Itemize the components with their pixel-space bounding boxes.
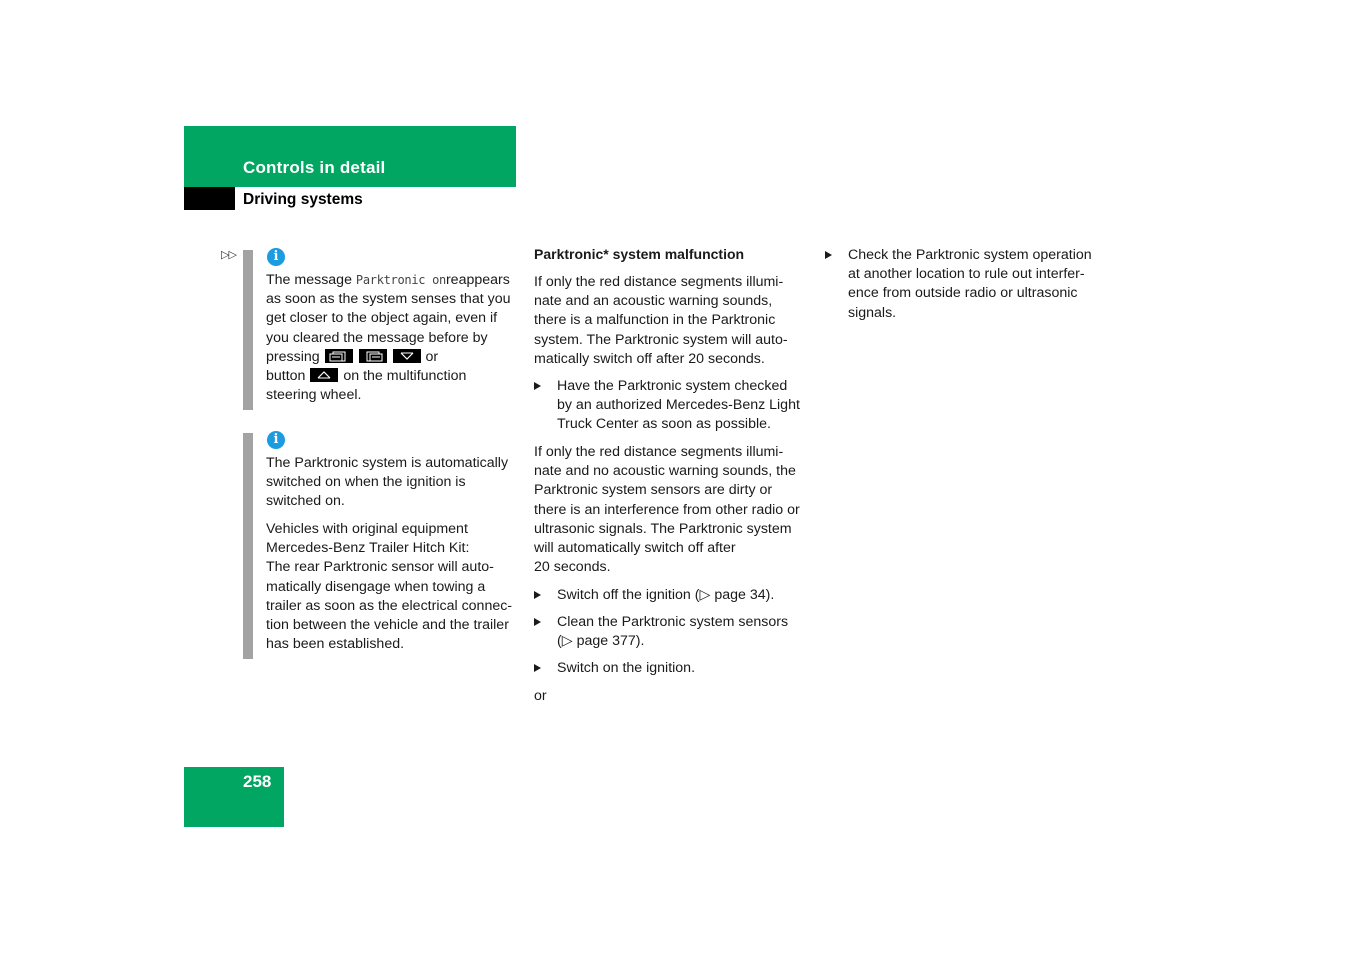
info-icon: i [267, 431, 285, 449]
note-line: as soon as the system senses that you [266, 291, 511, 308]
text-line: matically switch off after 20 seconds. [534, 350, 765, 367]
bullet-item [534, 586, 809, 606]
note-text: on the multifunction [343, 368, 467, 385]
bullet-text [848, 246, 1092, 323]
note-line: The Parktronic system is automatically [266, 455, 509, 471]
continuation-mark: ▷▷ [221, 249, 236, 261]
page-number: 258 [243, 772, 272, 791]
section-title: Controls in detail [243, 158, 386, 177]
note-text: reappears [445, 272, 510, 288]
bullet-triangle-icon [534, 618, 541, 626]
note-line [266, 367, 522, 386]
note-info-1 [266, 271, 522, 405]
display-message-code: Parktronic on [355, 273, 446, 287]
note-text: The message [266, 272, 352, 288]
text-line: (▷ page 377). [557, 633, 645, 650]
note-bar [243, 250, 253, 410]
or-text: or [534, 688, 547, 704]
text-line: Parktronic system sensors are dirty or [534, 482, 773, 499]
note-line [266, 271, 522, 290]
text-line: signals. [848, 304, 897, 321]
bullet-triangle-icon [534, 664, 541, 672]
bullet-item [534, 613, 809, 653]
note-line [266, 348, 522, 367]
note-text: button [266, 368, 306, 385]
note-line: get closer to the object again, even if [266, 310, 498, 327]
subsection-title: Driving systems [243, 191, 363, 208]
header-tab-marker [184, 187, 235, 210]
text-line: by an authorized Mercedes-Benz Light [557, 397, 800, 414]
text-line: ence from outside radio or ultrasonic [848, 285, 1078, 302]
text-line: If only the red distance segments illumi- [534, 444, 784, 460]
text-line: Clean the Parktronic system sensors [557, 614, 789, 630]
text-line: Have the Parktronic system checked [557, 378, 788, 394]
note-line: matically disengage when towing a [266, 578, 486, 595]
bullet-text: Switch on the ignition. [557, 660, 696, 676]
scroll-up-icon [310, 368, 338, 382]
note-text: or [425, 348, 439, 365]
note-paragraph [266, 520, 522, 654]
text-line: there is a malfunction in the Parktronic [534, 312, 776, 329]
bullet-text [557, 377, 800, 435]
text-line: Check the Parktronic system operation [848, 247, 1092, 263]
note-line: The rear Parktronic sensor will auto- [266, 559, 494, 576]
text-line: system. The Parktronic system will auto- [534, 331, 788, 348]
bullet-triangle-icon [825, 251, 832, 259]
note-line: Mercedes-Benz Trailer Hitch Kit: [266, 540, 470, 557]
bullet-item [534, 659, 809, 679]
text-line: 20 seconds. [534, 559, 611, 576]
heading-malfunction: Parktronic* system malfunction [534, 246, 745, 262]
text-line: nate and no acoustic warning sounds, the [534, 463, 796, 480]
display-page-forward-icon [359, 349, 387, 363]
text-line: at another location to rule out interfer- [848, 266, 1085, 283]
bullet-triangle-icon [534, 382, 541, 390]
bullet-item [825, 246, 1110, 326]
bullet-item [534, 377, 809, 437]
note-info-2 [266, 454, 522, 512]
note-line: switched on. [266, 493, 345, 510]
text-line: nate and an acoustic warning sounds, [534, 293, 773, 310]
text-line: ultrasonic signals. The Parktronic system [534, 520, 792, 537]
note-text: pressing [266, 348, 320, 365]
bullet-text: Switch off the ignition (▷ page 34). [557, 587, 775, 603]
note-line: steering wheel. [266, 387, 362, 404]
text-line: there is an interference from other radio or [534, 501, 800, 518]
note-line: tion between the vehicle and the trailer [266, 617, 509, 634]
bullet-triangle-icon [534, 591, 541, 599]
display-page-back-icon [325, 349, 353, 363]
text-line: If only the red distance segments illumi- [534, 274, 784, 290]
text-line: will automatically switch off after [534, 540, 736, 557]
scroll-down-icon [393, 349, 421, 363]
info-icon: i [267, 248, 285, 266]
text-line: Truck Center as soon as possible. [557, 416, 771, 433]
paragraph [534, 443, 809, 577]
note-line: trailer as soon as the electrical connec- [266, 597, 513, 614]
note-bar [243, 433, 253, 659]
note-line: Vehicles with original equipment [266, 521, 468, 537]
note-line: switched on when the ignition is [266, 474, 466, 491]
note-line: has been established. [266, 636, 405, 653]
note-line: you cleared the message before by [266, 329, 488, 346]
bullet-text [557, 613, 788, 651]
paragraph [534, 273, 809, 369]
